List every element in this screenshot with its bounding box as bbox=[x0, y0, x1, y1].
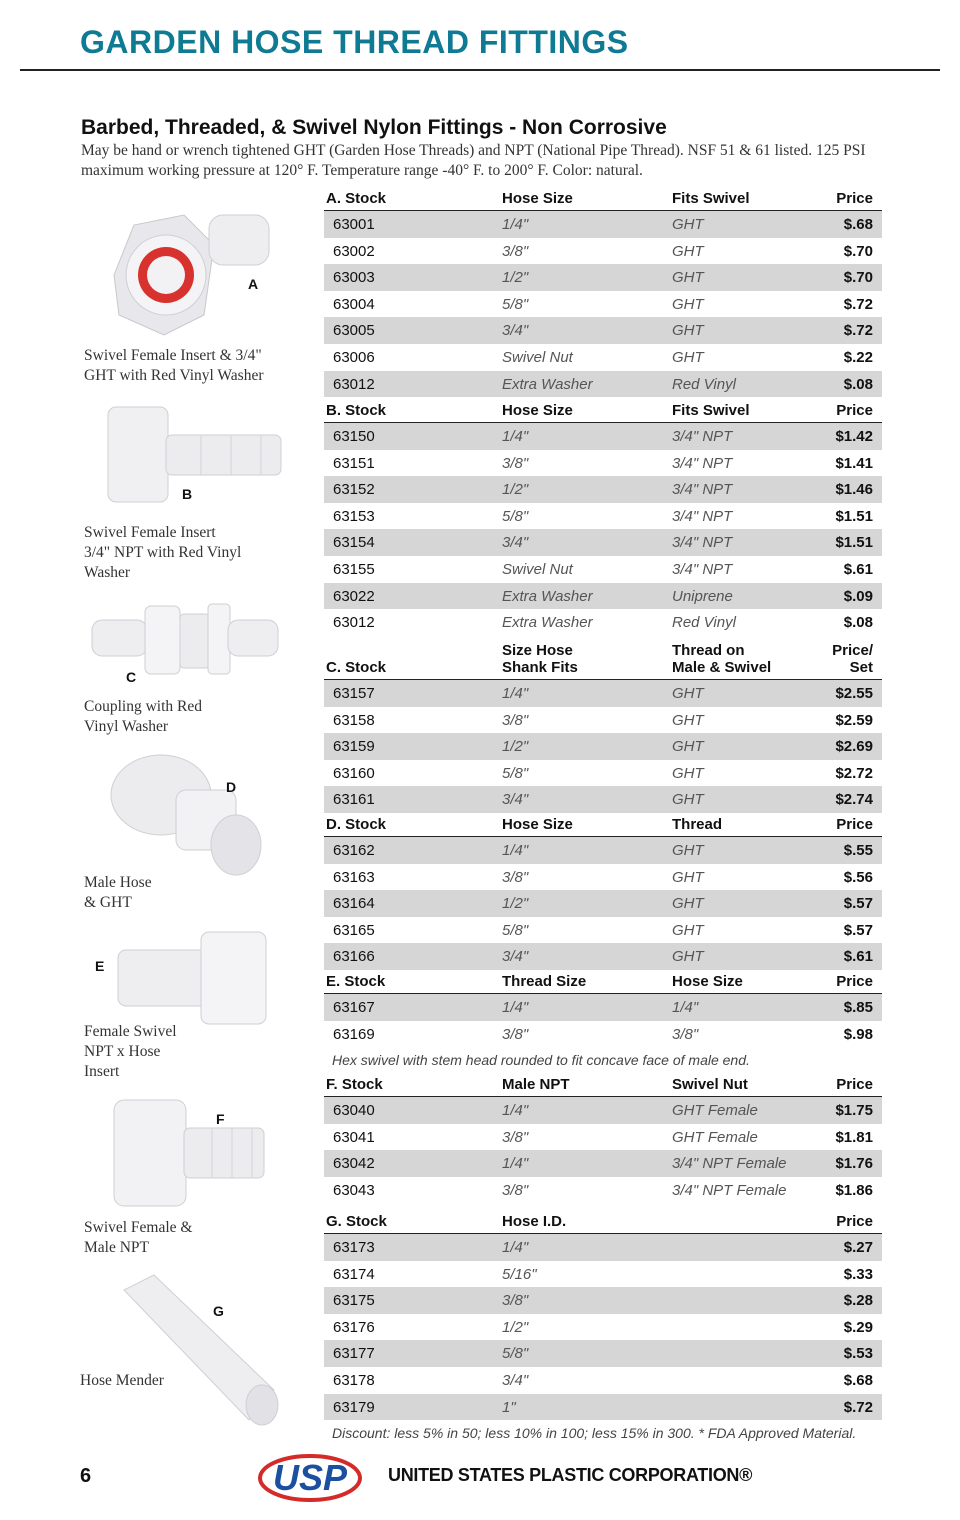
table-row bbox=[324, 943, 882, 970]
table-row bbox=[324, 786, 882, 813]
table-row bbox=[324, 1394, 882, 1421]
fit-cell: GHT bbox=[672, 842, 704, 859]
size-cell: 1/4" bbox=[502, 1102, 529, 1119]
table-row bbox=[324, 680, 882, 707]
size-cell: 5/8" bbox=[502, 295, 529, 313]
stock-cell: 63169 bbox=[333, 1025, 375, 1043]
product-caption-d: Male Hose & GHT bbox=[84, 874, 152, 911]
header-cell: Price bbox=[836, 816, 873, 833]
product-letter-d: D bbox=[226, 779, 237, 795]
fit-cell: 3/4" NPT bbox=[672, 481, 733, 499]
coupling-image bbox=[90, 600, 280, 680]
stock-cell: 63179 bbox=[333, 1398, 375, 1416]
price-cell: $2.59 bbox=[835, 711, 873, 729]
stock-table-a bbox=[324, 189, 882, 397]
price-cell: $.56 bbox=[843, 868, 873, 886]
fit-cell: GHT bbox=[672, 711, 704, 729]
size-cell: 1/4" bbox=[502, 216, 529, 233]
stock-cell: 63043 bbox=[333, 1181, 375, 1199]
stock-cell: 63152 bbox=[333, 481, 375, 499]
discount-note: Discount: less 5% in 50; less 10% in 100; less 15% in 300. * FDA Approved Material. bbox=[332, 1425, 857, 1441]
size-cell: 3/8" bbox=[502, 242, 529, 260]
fit-cell: GHT bbox=[672, 269, 704, 287]
stock-cell: 63165 bbox=[333, 921, 375, 939]
stock-cell: 63174 bbox=[333, 1265, 375, 1283]
table-row bbox=[324, 344, 882, 371]
hose-mender-image bbox=[104, 1270, 284, 1426]
table-row bbox=[324, 733, 882, 760]
table-row bbox=[324, 1287, 882, 1314]
price-cell: $1.46 bbox=[835, 481, 873, 499]
stock-cell: 63167 bbox=[333, 999, 375, 1016]
stock-cell: 63012 bbox=[333, 614, 375, 632]
table-row bbox=[324, 1340, 882, 1367]
product-caption-b: Swivel Female Insert 3/4" NPT with Red Vinyl Washer bbox=[84, 524, 242, 581]
price-cell: $.98 bbox=[843, 1025, 873, 1043]
stock-table-g bbox=[324, 1209, 882, 1420]
table-row bbox=[324, 529, 882, 556]
fit-cell: 3/4" NPT Female bbox=[672, 1181, 787, 1199]
fit-cell: 1/4" bbox=[672, 999, 699, 1016]
table-row bbox=[324, 994, 882, 1021]
table-e-note: Hex swivel with stem head rounded to fit concave face of male end. bbox=[332, 1052, 750, 1068]
header-cell: G. Stock bbox=[326, 1213, 387, 1230]
price-cell: $.68 bbox=[843, 1371, 873, 1389]
price-cell: $1.51 bbox=[835, 534, 873, 552]
header-cell: Price bbox=[836, 1213, 873, 1230]
table-row bbox=[324, 1314, 882, 1341]
table-row bbox=[324, 291, 882, 318]
fit-cell: Red Vinyl bbox=[672, 375, 736, 393]
price-cell: $.09 bbox=[843, 587, 873, 605]
size-cell: 1/2" bbox=[502, 895, 529, 913]
fit-cell: GHT bbox=[672, 764, 704, 782]
header-cell: Fits Swivel bbox=[672, 402, 750, 419]
header-cell: C. Stock bbox=[326, 659, 387, 676]
size-cell: 3/8" bbox=[502, 711, 529, 729]
product-letter-f: F bbox=[216, 1111, 225, 1127]
price-cell: $.22 bbox=[843, 348, 873, 366]
size-cell: Extra Washer bbox=[502, 614, 593, 632]
stock-cell: 63012 bbox=[333, 375, 375, 393]
fit-cell: Red Vinyl bbox=[672, 614, 736, 632]
table-row bbox=[324, 1124, 882, 1151]
stock-cell: 63178 bbox=[333, 1371, 375, 1389]
stock-table-d bbox=[324, 814, 882, 970]
fit-cell: 3/4" NPT bbox=[672, 428, 733, 445]
table-c-header bbox=[324, 639, 882, 680]
fit-cell: GHT bbox=[672, 921, 704, 939]
stock-cell: 63005 bbox=[333, 322, 375, 340]
stock-cell: 63155 bbox=[333, 560, 375, 578]
product-caption-e: Female Swivel NPT x Hose Insert bbox=[84, 1023, 177, 1080]
table-row bbox=[324, 503, 882, 530]
header-cell: Thread on Male & Swivel bbox=[672, 642, 772, 676]
table-row bbox=[324, 238, 882, 265]
fit-cell: GHT bbox=[672, 685, 704, 702]
price-cell: $.55 bbox=[843, 842, 873, 859]
price-cell: $.29 bbox=[843, 1318, 873, 1336]
table-row bbox=[324, 707, 882, 734]
header-cell: D. Stock bbox=[326, 816, 387, 833]
price-cell: $.85 bbox=[843, 999, 873, 1016]
table-e-header bbox=[324, 971, 882, 994]
table-row bbox=[324, 556, 882, 583]
size-cell: 5/16" bbox=[502, 1265, 537, 1283]
price-cell: $.70 bbox=[843, 269, 873, 287]
header-cell: F. Stock bbox=[326, 1076, 383, 1093]
stock-cell: 63163 bbox=[333, 868, 375, 886]
size-cell: Extra Washer bbox=[502, 587, 593, 605]
stock-cell: 63041 bbox=[333, 1128, 375, 1146]
stock-table-e bbox=[324, 971, 882, 1047]
stock-table-c bbox=[324, 639, 882, 813]
size-cell: 1/2" bbox=[502, 1318, 529, 1336]
fit-cell: 3/4" NPT bbox=[672, 534, 733, 552]
size-cell: 3/4" bbox=[502, 534, 529, 552]
header-cell: Swivel Nut bbox=[672, 1076, 748, 1093]
fit-cell: GHT bbox=[672, 242, 704, 260]
price-cell: $.68 bbox=[843, 216, 873, 233]
price-cell: $1.75 bbox=[835, 1102, 873, 1119]
header-cell: Price bbox=[836, 190, 873, 207]
stock-cell: 63161 bbox=[333, 791, 375, 809]
header-cell: Price bbox=[836, 973, 873, 990]
swivel-female-male-npt-image bbox=[112, 1098, 268, 1210]
size-cell: 1/4" bbox=[502, 428, 529, 445]
header-cell: Hose Size bbox=[502, 190, 573, 207]
size-cell: Swivel Nut bbox=[502, 348, 573, 366]
fit-cell: GHT bbox=[672, 295, 704, 313]
product-caption-c: Coupling with Red Vinyl Washer bbox=[84, 698, 202, 735]
fit-cell: GHT Female bbox=[672, 1128, 758, 1146]
size-cell: 1/4" bbox=[502, 685, 529, 702]
corporation-name: UNITED STATES PLASTIC CORPORATION® bbox=[388, 1465, 753, 1485]
stock-cell: 63159 bbox=[333, 738, 375, 756]
size-cell: 3/8" bbox=[502, 1025, 529, 1043]
price-cell: $2.74 bbox=[835, 791, 873, 809]
header-cell: Price bbox=[836, 1076, 873, 1093]
table-row bbox=[324, 1021, 882, 1048]
table-g-header bbox=[324, 1209, 882, 1234]
stock-cell: 63153 bbox=[333, 507, 375, 525]
stock-cell: 63151 bbox=[333, 454, 375, 472]
table-row bbox=[324, 1177, 882, 1204]
header-cell: Hose Size bbox=[502, 402, 573, 419]
male-hose-ght-image bbox=[106, 750, 266, 880]
swivel-female-insert-npt-image bbox=[106, 405, 286, 505]
size-cell: 1/4" bbox=[502, 1155, 529, 1173]
stock-cell: 63150 bbox=[333, 428, 375, 445]
price-cell: $.70 bbox=[843, 242, 873, 260]
stock-cell: 63022 bbox=[333, 587, 375, 605]
header-cell: Male NPT bbox=[502, 1076, 570, 1093]
usp-logo bbox=[258, 1448, 368, 1506]
table-row bbox=[324, 1150, 882, 1177]
size-cell: 3/8" bbox=[502, 1292, 529, 1310]
price-cell: $.08 bbox=[843, 375, 873, 393]
header-cell: Hose I.D. bbox=[502, 1213, 567, 1230]
product-caption-a: Swivel Female Insert & 3/4" GHT with Red Vinyl Washer bbox=[84, 347, 264, 384]
stock-cell: 63002 bbox=[333, 242, 375, 260]
table-row bbox=[324, 371, 882, 398]
table-row bbox=[324, 450, 882, 477]
price-cell: $.57 bbox=[843, 921, 873, 939]
stock-cell: 63157 bbox=[333, 685, 375, 702]
size-cell: 5/8" bbox=[502, 764, 529, 782]
table-row bbox=[324, 423, 882, 450]
price-cell: $.33 bbox=[843, 1265, 873, 1283]
female-swivel-npt-image bbox=[116, 930, 272, 1026]
price-cell: $1.76 bbox=[835, 1155, 873, 1173]
table-f-header bbox=[324, 1074, 882, 1097]
header-cell: Thread bbox=[672, 816, 723, 833]
stock-cell: 63164 bbox=[333, 895, 375, 913]
section-heading: Barbed, Threaded, & Swivel Nylon Fittings - Non Corrosive bbox=[81, 116, 667, 139]
table-d-header bbox=[324, 814, 882, 837]
size-cell: 5/8" bbox=[502, 1345, 529, 1363]
size-cell: 3/8" bbox=[502, 1181, 529, 1199]
price-cell: $1.86 bbox=[835, 1181, 873, 1199]
price-cell: $1.42 bbox=[835, 428, 873, 445]
product-letter-b: B bbox=[182, 486, 193, 502]
stock-cell: 63177 bbox=[333, 1345, 375, 1363]
page-title: GARDEN HOSE THREAD FITTINGS bbox=[80, 24, 629, 60]
table-row bbox=[324, 1261, 882, 1288]
stock-cell: 63154 bbox=[333, 534, 375, 552]
size-cell: 3/4" bbox=[502, 791, 529, 809]
table-row bbox=[324, 211, 882, 238]
stock-cell: 63004 bbox=[333, 295, 375, 313]
stock-table-f bbox=[324, 1074, 882, 1203]
fit-cell: Uniprene bbox=[672, 587, 733, 605]
size-cell: 3/8" bbox=[502, 1128, 529, 1146]
price-cell: $1.41 bbox=[835, 454, 873, 472]
table-row bbox=[324, 917, 882, 944]
stock-cell: 63166 bbox=[333, 948, 375, 966]
table-row bbox=[324, 1367, 882, 1394]
fit-cell: GHT bbox=[672, 348, 704, 366]
product-caption-g: Hose Mender bbox=[80, 1372, 164, 1389]
header-cell: Price bbox=[836, 402, 873, 419]
stock-cell: 63006 bbox=[333, 348, 375, 366]
stock-cell: 63176 bbox=[333, 1318, 375, 1336]
product-letter-g: G bbox=[213, 1303, 224, 1319]
fit-cell: GHT bbox=[672, 791, 704, 809]
product-letter-e: E bbox=[95, 958, 105, 974]
stock-cell: 63003 bbox=[333, 269, 375, 287]
table-a-header bbox=[324, 189, 882, 211]
size-cell: 1/4" bbox=[502, 999, 529, 1016]
size-cell: 5/8" bbox=[502, 507, 529, 525]
stock-cell: 63040 bbox=[333, 1102, 375, 1119]
fit-cell: GHT bbox=[672, 948, 704, 966]
size-cell: 3/4" bbox=[502, 1371, 529, 1389]
logo-text: USP bbox=[272, 1457, 348, 1498]
header-cell: E. Stock bbox=[326, 973, 386, 990]
page-number: 6 bbox=[80, 1465, 92, 1487]
price-cell: $.72 bbox=[843, 322, 873, 340]
section-intro: May be hand or wrench tightened GHT (Garden Hose Threads) and NPT (National Pipe Thread). NSF 51 & 61 listed. 125 PSI maximum working pressure at 120° F. Temperature range -40° F. to 200° F. Color: natural. bbox=[81, 142, 866, 179]
header-cell: Thread Size bbox=[502, 973, 587, 990]
header-cell: A. Stock bbox=[326, 190, 387, 207]
header-cell: Fits Swivel bbox=[672, 190, 750, 207]
price-cell: $.28 bbox=[843, 1292, 873, 1310]
header-cell: Hose Size bbox=[672, 973, 743, 990]
stock-cell: 63162 bbox=[333, 842, 375, 859]
table-row bbox=[324, 317, 882, 344]
price-cell: $2.69 bbox=[835, 738, 873, 756]
product-letter-c: C bbox=[126, 669, 137, 685]
price-cell: $.61 bbox=[843, 948, 873, 966]
size-cell: 1/2" bbox=[502, 738, 529, 756]
product-caption-f: Swivel Female & Male NPT bbox=[84, 1219, 193, 1256]
stock-cell: 63160 bbox=[333, 764, 375, 782]
size-cell: 3/4" bbox=[502, 948, 529, 966]
header-cell: Price/ Set bbox=[832, 642, 873, 676]
price-cell: $.27 bbox=[843, 1239, 873, 1256]
size-cell: 1/4" bbox=[502, 1239, 529, 1256]
size-cell: 3/8" bbox=[502, 454, 529, 472]
size-cell: 3/4" bbox=[502, 322, 529, 340]
header-cell: Hose Size bbox=[502, 816, 573, 833]
price-cell: $.57 bbox=[843, 895, 873, 913]
table-b-header bbox=[324, 400, 882, 423]
table-row bbox=[324, 760, 882, 787]
table-row bbox=[324, 837, 882, 864]
stock-cell: 63175 bbox=[333, 1292, 375, 1310]
price-cell: $2.55 bbox=[835, 685, 873, 702]
stock-cell: 63042 bbox=[333, 1155, 375, 1173]
fit-cell: GHT bbox=[672, 738, 704, 756]
fit-cell: 3/4" NPT Female bbox=[672, 1155, 787, 1173]
size-cell: Extra Washer bbox=[502, 375, 593, 393]
table-row bbox=[324, 609, 882, 636]
stock-cell: 63173 bbox=[333, 1239, 375, 1256]
header-cell: Size Hose Shank Fits bbox=[502, 642, 578, 676]
size-cell: 3/8" bbox=[502, 868, 529, 886]
table-row bbox=[324, 1097, 882, 1124]
size-cell: 1/2" bbox=[502, 269, 529, 287]
fit-cell: 3/8" bbox=[672, 1025, 699, 1043]
price-cell: $2.72 bbox=[835, 764, 873, 782]
fit-cell: 3/4" NPT bbox=[672, 454, 733, 472]
price-cell: $.08 bbox=[843, 614, 873, 632]
table-row bbox=[324, 1234, 882, 1261]
price-cell: $.72 bbox=[843, 1398, 873, 1416]
stock-table-b bbox=[324, 400, 882, 636]
price-cell: $1.81 bbox=[835, 1128, 873, 1146]
swivel-female-insert-ght-image bbox=[104, 205, 274, 340]
stock-cell: 63158 bbox=[333, 711, 375, 729]
fit-cell: GHT Female bbox=[672, 1102, 758, 1119]
size-cell: 1/2" bbox=[502, 481, 529, 499]
table-row bbox=[324, 583, 882, 610]
title-divider bbox=[20, 69, 940, 71]
table-row bbox=[324, 864, 882, 891]
stock-cell: 63001 bbox=[333, 216, 375, 233]
size-cell: 5/8" bbox=[502, 921, 529, 939]
price-cell: $.53 bbox=[843, 1345, 873, 1363]
product-letter-a: A bbox=[248, 276, 259, 292]
fit-cell: GHT bbox=[672, 216, 704, 233]
size-cell: 1" bbox=[502, 1398, 516, 1416]
price-cell: $.61 bbox=[843, 560, 873, 578]
size-cell: Swivel Nut bbox=[502, 560, 573, 578]
fit-cell: GHT bbox=[672, 895, 704, 913]
price-cell: $1.51 bbox=[835, 507, 873, 525]
price-cell: $.72 bbox=[843, 295, 873, 313]
table-row bbox=[324, 476, 882, 503]
fit-cell: GHT bbox=[672, 322, 704, 340]
fit-cell: GHT bbox=[672, 868, 704, 886]
size-cell: 1/4" bbox=[502, 842, 529, 859]
fit-cell: 3/4" NPT bbox=[672, 507, 733, 525]
fit-cell: 3/4" NPT bbox=[672, 560, 733, 578]
table-row bbox=[324, 264, 882, 291]
header-cell: B. Stock bbox=[326, 402, 387, 419]
table-row bbox=[324, 890, 882, 917]
